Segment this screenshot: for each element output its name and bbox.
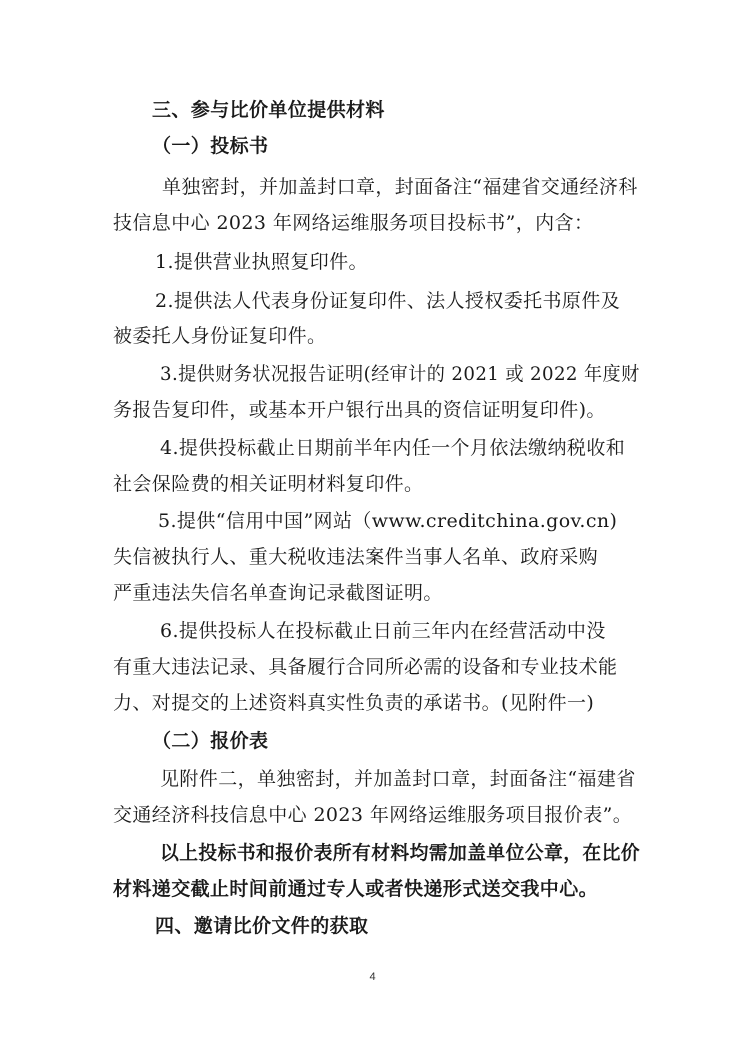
item-4-line-1: 4.提供投标截止日期前半年内任一个月依法缴纳税收和 <box>160 437 626 459</box>
section-3-heading: 三、参与比价单位提供材料 <box>152 99 385 121</box>
item-6-line-2: 有重大违法记录、具备履行合同所必需的设备和专业技术能 <box>113 656 618 678</box>
item-6-line-3: 力、对提交的上述资料真实性负责的承诺书。(见附件一) <box>113 692 595 714</box>
item-2-line-2: 被委托人身份证复印件。 <box>113 325 327 347</box>
item-6-line-1: 6.提供投标人在投标截止日前三年内在经营活动中没 <box>160 620 606 642</box>
item-5-line-2: 失信被执行人、重大税收违法案件当事人名单、政府采购 <box>113 546 599 568</box>
subsection-1-heading: （一）投标书 <box>152 135 269 157</box>
item-2-line-1: 2.提供法人代表身份证复印件、法人授权委托书原件及 <box>155 290 621 312</box>
submission-note-line-1: 以上投标书和报价表所有材料均需加盖单位公章，在比价 <box>160 842 641 864</box>
subsection-2-text-line-2: 交通经济科技信息中心 2023 年网络运维服务项目报价表”。 <box>113 804 633 826</box>
submission-note-line-2: 材料递交截止时间前通过专人或者快递形式送交我中心。 <box>113 878 599 900</box>
item-1-line-1: 1.提供营业执照复印件。 <box>155 251 368 273</box>
subsection-2-text-line-1: 见附件二，单独密封，并加盖封口章，封面备注“福建省 <box>160 768 636 790</box>
item-5-line-3: 严重违法失信名单查询记录截图证明。 <box>113 582 443 604</box>
subsection-1-intro-line-1: 单独密封，并加盖封口章，封面备注“福建省交通经济科 <box>162 176 638 198</box>
item-5-line-1: 5.提供“信用中国”网站（www.creditchina.gov.cn) <box>158 510 618 532</box>
subsection-1-intro-line-2: 技信息中心 2023 年网络运维服务项目投标书”，内含： <box>113 212 594 234</box>
section-4-heading: 四、邀请比价文件的获取 <box>155 915 369 937</box>
page-number: 4 <box>369 971 376 983</box>
item-4-line-2: 社会保险费的相关证明材料复印件。 <box>113 473 424 495</box>
item-3-line-1: 3.提供财务状况报告证明(经审计的 2021 或 2022 年度财 <box>160 363 640 385</box>
subsection-2-heading: （二）报价表 <box>152 730 269 752</box>
item-3-line-2: 务报告复印件，或基本开户银行出具的资信证明复印件)。 <box>113 399 606 421</box>
